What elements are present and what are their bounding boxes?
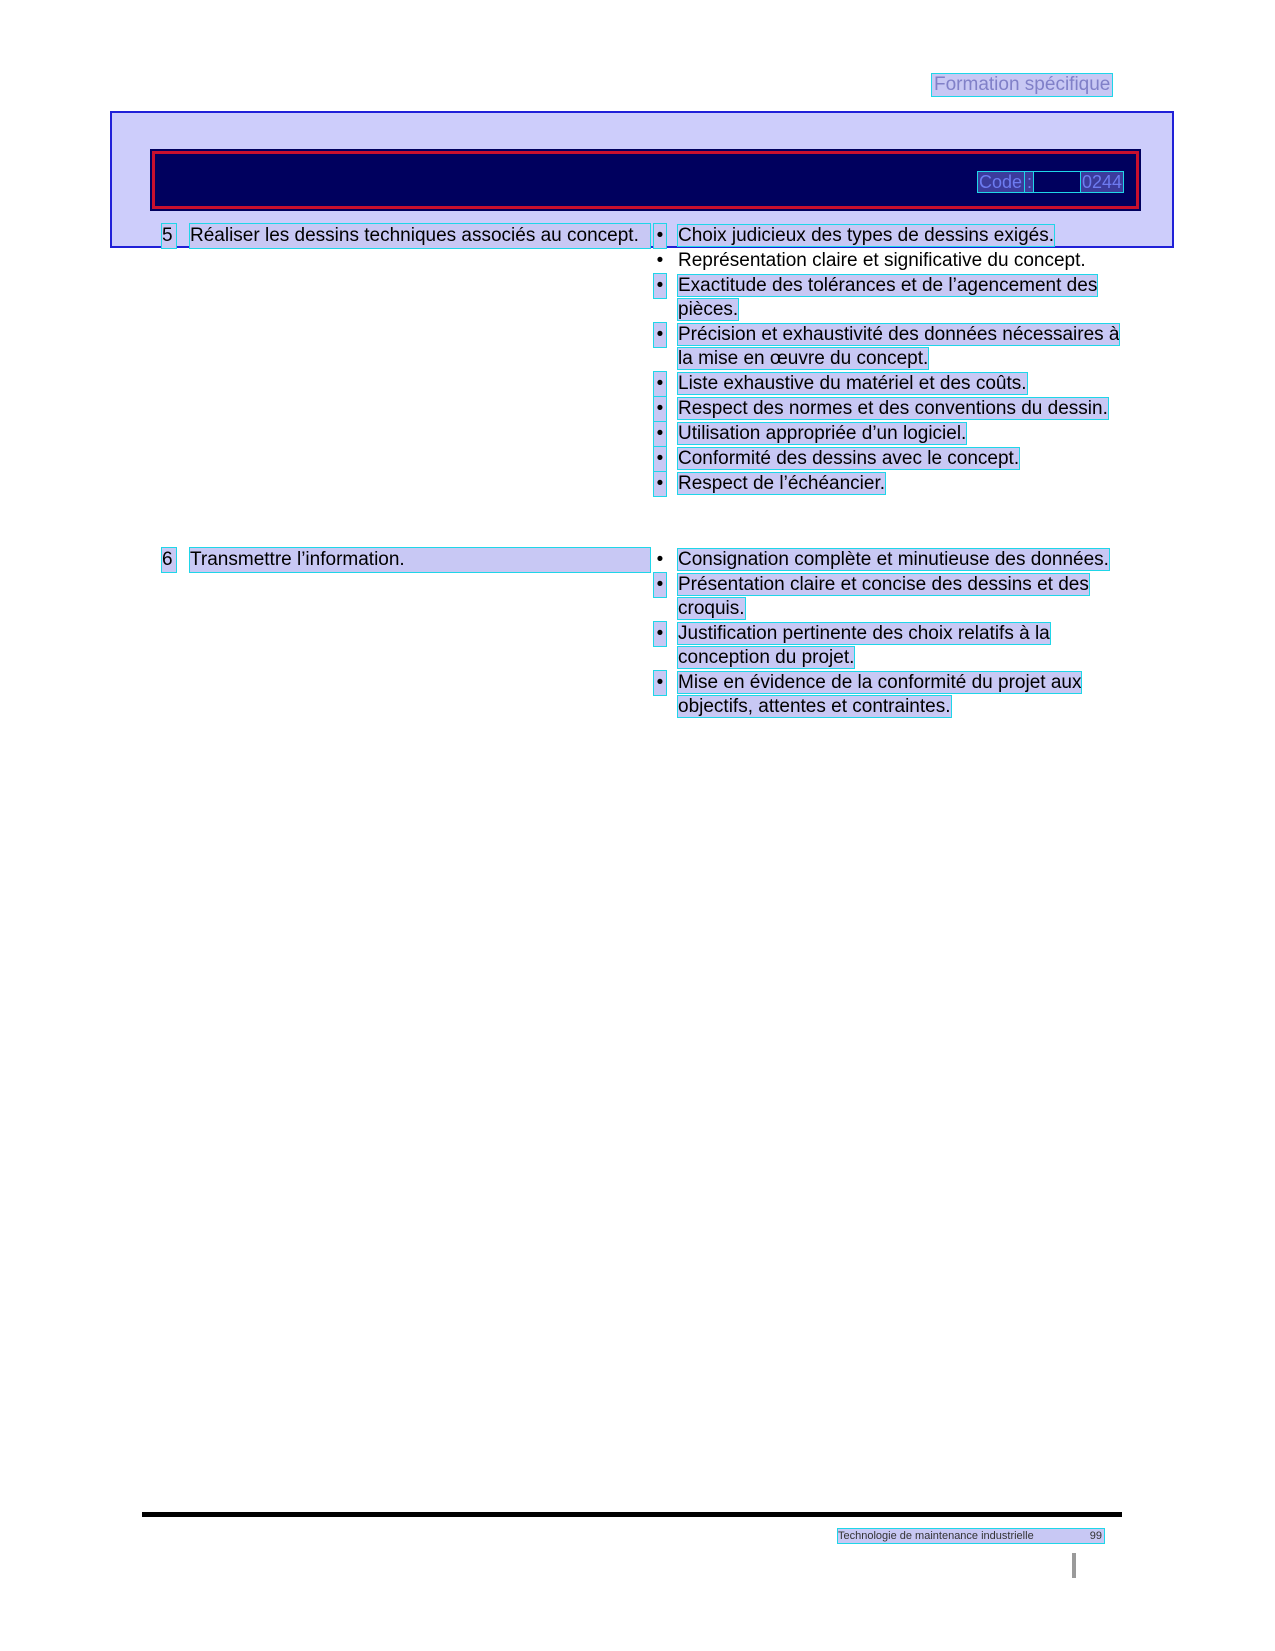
criteria-text: Mise en évidence de la conformité du projet aux objectifs, attentes et contraintes.: [678, 672, 1082, 717]
criteria-item: [654, 447, 1124, 471]
bullet-icon: •: [654, 224, 666, 248]
bullet-icon: •: [654, 622, 666, 646]
criteria-text: Respect de l’échéancier.: [678, 473, 886, 494]
criteria-item: [654, 548, 1124, 572]
bullet-icon: •: [656, 250, 664, 271]
bullet-icon: •: [654, 274, 666, 298]
criteria-item: [654, 249, 1124, 273]
criteria-text: Présentation claire et concise des dessins et des croquis.: [678, 574, 1089, 619]
code-spacer: [1025, 172, 1080, 192]
bullet-icon: •: [654, 323, 666, 347]
bullet-icon: •: [654, 422, 666, 446]
element-text: Transmettre l’information.: [190, 548, 650, 572]
criteria-item: [654, 622, 1124, 670]
bullet-icon: •: [654, 671, 666, 695]
bullet-icon: •: [654, 472, 666, 496]
bullet-icon: •: [654, 573, 666, 597]
performance-criteria-list: [654, 548, 1124, 720]
footer-rule: [142, 1512, 1122, 1517]
bullet-icon: •: [654, 397, 666, 421]
criteria-text: Conformité des dessins avec le concept.: [678, 448, 1020, 469]
page-number: 99: [1089, 1530, 1102, 1542]
criteria-text: Consignation complète et minutieuse des données.: [678, 549, 1109, 570]
page-footer: [838, 1529, 1104, 1543]
criteria-text: Utilisation appropriée d’un logiciel.: [678, 423, 967, 444]
criteria-item: [654, 323, 1124, 371]
criteria-item: [654, 372, 1124, 396]
criteria-item: [654, 573, 1124, 621]
criteria-text: Justification pertinente des choix relatifs à la conception du projet.: [678, 623, 1050, 668]
criteria-item: [654, 671, 1124, 719]
criteria-text: Choix judicieux des types de dessins exigés.: [678, 225, 1054, 246]
element-text: Réaliser les dessins techniques associés au concept.: [190, 224, 650, 248]
bullet-icon: •: [656, 549, 664, 570]
bullet-icon: •: [654, 447, 666, 471]
bullet-icon: •: [654, 372, 666, 396]
criteria-text: Précision et exhaustivité des données nécessaires à la mise en œuvre du concept.: [678, 324, 1120, 369]
criteria-item: [654, 397, 1124, 421]
criteria-item: [654, 472, 1124, 496]
code-value: 0244: [1082, 172, 1123, 192]
criteria-text: Respect des normes et des conventions du dessin.: [678, 398, 1108, 419]
section-label: Formation spécifique: [934, 74, 1111, 95]
criteria-text: Exactitude des tolérances et de l’agencement des pièces.: [678, 275, 1098, 320]
page-edge-marker: [1072, 1553, 1076, 1578]
footer-title: Technologie de maintenance industrielle: [838, 1530, 1034, 1542]
element-number: 5: [162, 224, 176, 248]
criteria-text: Représentation claire et significative du concept.: [678, 250, 1086, 271]
code-label: Code :: [979, 172, 1033, 192]
criteria-item: [654, 274, 1124, 322]
criteria-text: Liste exhaustive du matériel et des coûts.: [678, 373, 1027, 394]
criteria-item: [654, 224, 1124, 248]
competency-title-bar: [152, 151, 1139, 209]
element-number: 6: [162, 548, 176, 572]
criteria-item: [654, 422, 1124, 446]
performance-criteria-list: [654, 224, 1124, 497]
